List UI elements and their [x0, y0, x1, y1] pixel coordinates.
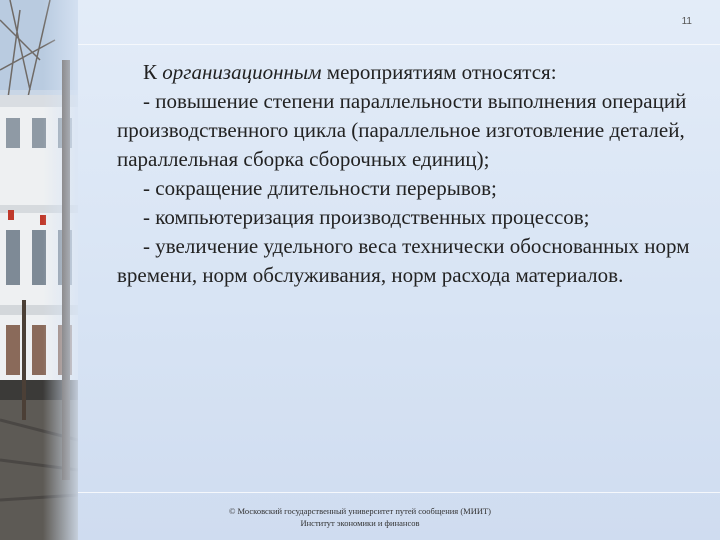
footer — [195, 505, 525, 529]
bottom-divider — [78, 492, 720, 493]
footer-institute: Институт экономики и финансов — [300, 518, 420, 528]
footer-university: © Московский государственный университет путей сообщения (МИИТ) — [228, 506, 492, 516]
photo-fade-overlay — [0, 0, 78, 540]
intro-prefix: К — [143, 60, 163, 84]
page-number: 11 — [681, 16, 692, 27]
list-item: - сокращение длительности перерывов; — [143, 176, 497, 200]
list-item: - повышение степени параллельности выполнения операций производственного цикла (параллельное изготовление деталей, параллельная сборка сборочных единиц); — [117, 89, 687, 171]
top-divider — [78, 44, 720, 45]
intro-suffix: мероприятиям относятся: — [321, 60, 557, 84]
intro-line — [117, 58, 697, 87]
list-item: - компьютеризация производственных процессов; — [143, 205, 590, 229]
list-item: - увеличение удельного веса технически обоснованных норм времени, норм обслуживания, норм расхода материалов. — [117, 234, 690, 287]
slide-body — [117, 58, 697, 290]
intro-emphasis: организационным — [162, 60, 322, 84]
